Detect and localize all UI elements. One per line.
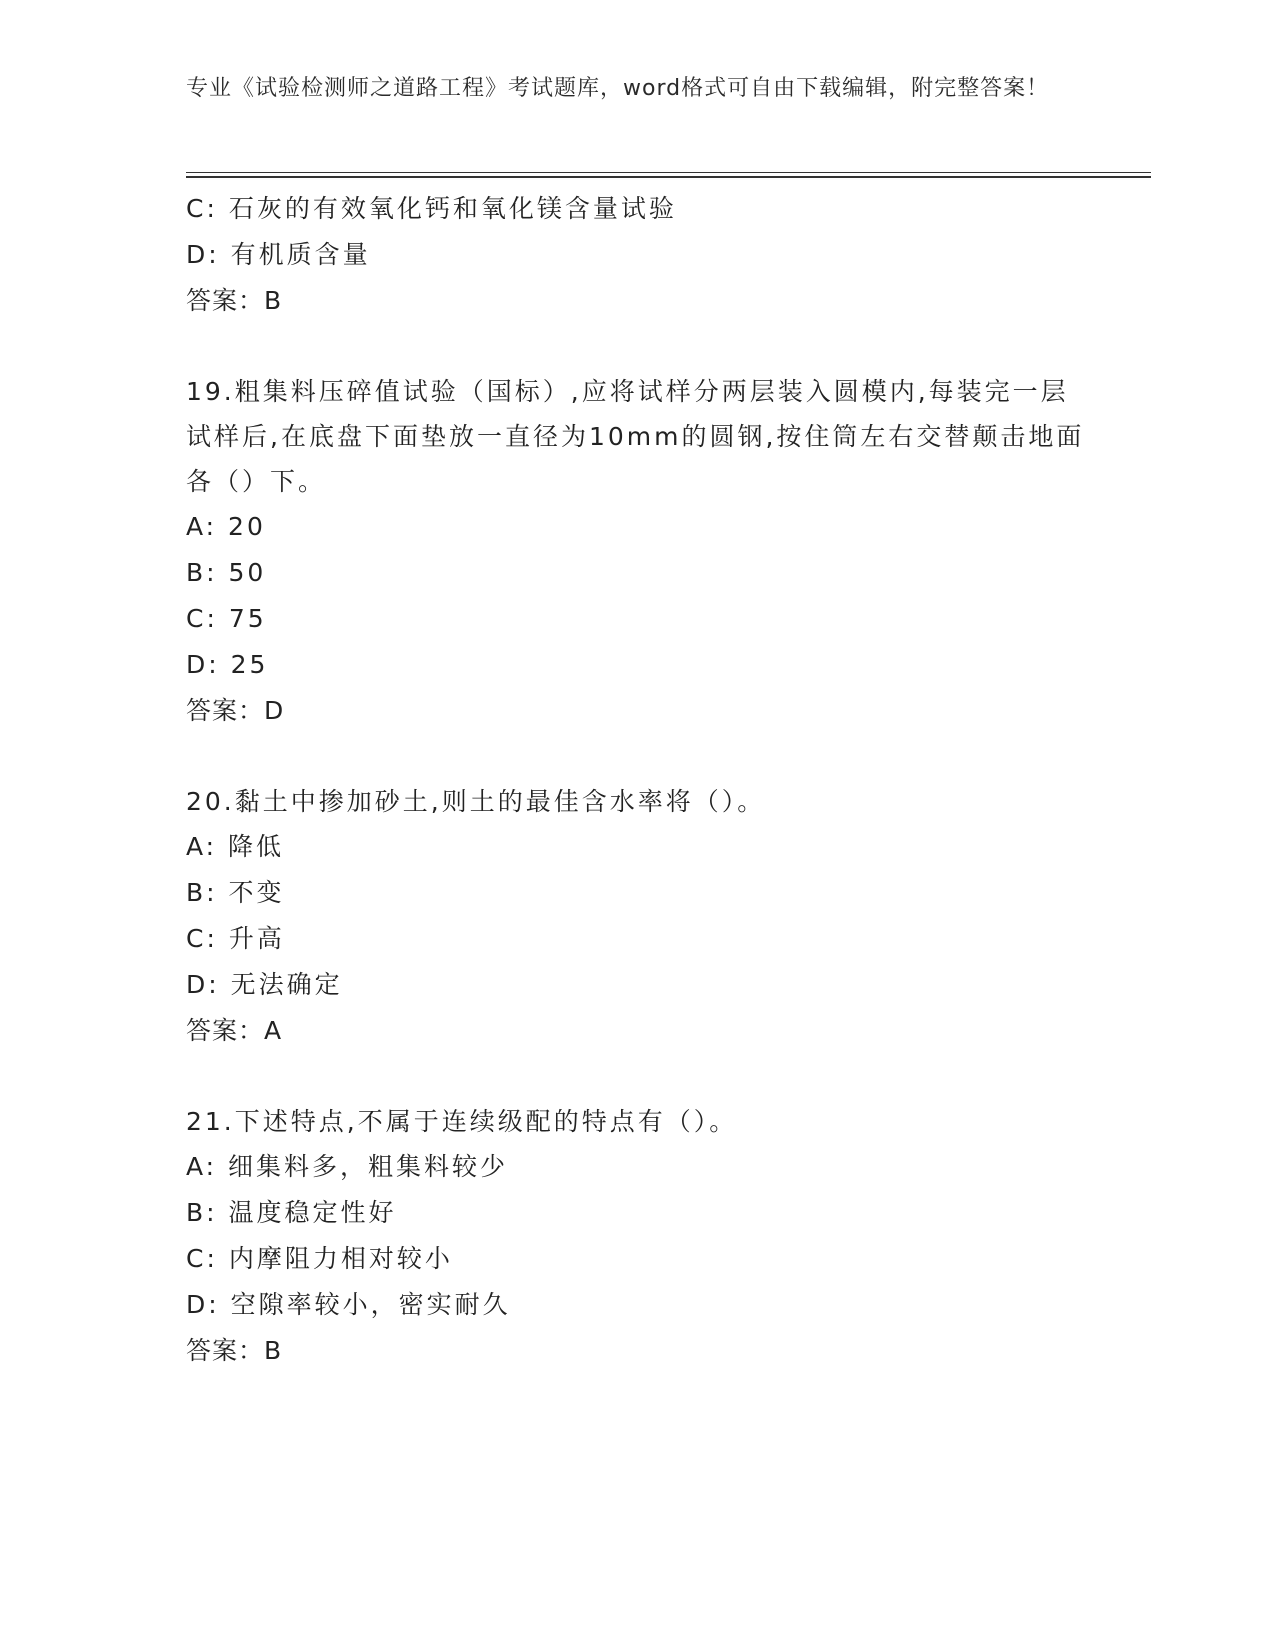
question-block-20 [186,779,1086,1054]
option-text: 25 [230,650,269,679]
option-label: A: [186,512,218,541]
option-text: 无法确定 [230,970,343,999]
option-d [186,642,1086,688]
option-a [186,824,1086,870]
question-block-prev [186,186,1086,324]
question-list [186,186,1086,1374]
option-label: A: [186,1152,218,1181]
question-stem: 19.粗集料压碎值试验（国标）,应将试样分两层装入圆模内,每装完一层试样后,在底盘下面垫放一直径为10mm的圆钢,按住筒左右交替颠击地面各（）下。 [186,377,1085,496]
option-text: 空隙率较小，密实耐久 [230,1290,511,1319]
option-text: 石灰的有效氧化钙和氧化镁含量试验 [228,194,677,223]
option-text: 细集料多，粗集料较少 [228,1152,509,1181]
option-label: C: [186,604,218,633]
option-b [186,870,1086,916]
option-b [186,550,1086,596]
answer: 答案：B [186,1336,283,1365]
option-text: 不变 [228,878,285,907]
option-label: D: [186,650,220,679]
option-c [186,186,1086,232]
option-text: 50 [228,558,267,587]
option-label: D: [186,240,220,269]
answer: 答案：D [186,696,285,725]
header-divider-top [186,172,1151,173]
option-d [186,232,1086,278]
option-label: C: [186,1244,218,1273]
option-d [186,962,1086,1008]
option-text: 20 [228,512,266,541]
question-stem: 21.下述特点,不属于连续级配的特点有（）。 [186,1107,738,1136]
option-c [186,916,1086,962]
option-label: B: [186,558,218,587]
option-label: C: [186,194,218,223]
option-b [186,1190,1086,1236]
page-header: 专业《试验检测师之道路工程》考试题库，word格式可自由下载编辑，附完整答案！ [186,76,1050,101]
question-block-19 [186,369,1086,734]
option-a [186,504,1086,550]
header-divider-bottom [186,176,1151,178]
option-text: 降低 [228,832,285,861]
option-a [186,1144,1086,1190]
option-label: D: [186,1290,220,1319]
question-stem: 20.黏土中掺加砂土,则土的最佳含水率将（）。 [186,787,766,816]
option-c [186,596,1086,642]
option-text: 升高 [228,924,285,953]
option-label: B: [186,1198,218,1227]
answer: 答案：B [186,286,283,315]
option-text: 内摩阻力相对较小 [228,1244,453,1273]
question-block-21 [186,1099,1086,1374]
option-label: A: [186,832,218,861]
option-text: 75 [228,604,267,633]
option-c [186,1236,1086,1282]
option-d [186,1282,1086,1328]
answer: 答案：A [186,1016,283,1045]
option-text: 温度稳定性好 [228,1198,397,1227]
option-label: B: [186,878,218,907]
option-label: D: [186,970,220,999]
option-label: C: [186,924,218,953]
option-text: 有机质含量 [230,240,371,269]
